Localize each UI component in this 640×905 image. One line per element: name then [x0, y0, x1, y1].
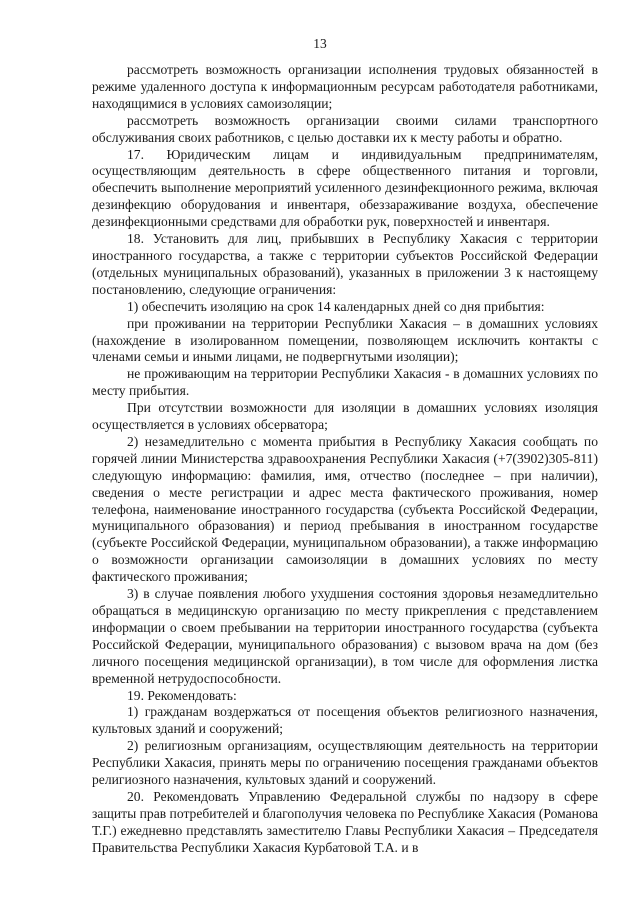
paragraph-item-18-3: 3) в случае появления любого ухудшения состояния здоровья незамедлительно обращаться в медицинскую организацию по месту прикрепления с представлением информации о своем пребывании на территории иностранного государства (субъекта Российской Федерации, муниципального образования) с вызовом врача на дом (без личного посещения медицинской организации), в том числе для оформления листка временной нетрудоспособности.	[92, 586, 598, 686]
paragraph-observatory: При отсутствии возможности для изоляции в домашних условиях изоляция осуществляется в условиях обсерватора;	[92, 400, 598, 433]
document-body	[92, 62, 598, 857]
paragraph-item-20: 20. Рекомендовать Управлению Федеральной службы по надзору в сфере защиты прав потребителей и благополучия человека по Республике Хакасия (Романова Т.Г.) ежедневно представлять заместителю Главы Республики Хакасия – Председателя Правительства Республики Хакасия Курбатовой Т.А. и в	[92, 788, 598, 855]
paragraph-remote-work: рассмотреть возможность организации исполнения трудовых обязанностей в режиме удаленного доступа к информационным ресурсам работодателя работниками, находящимися в условиях самоизоляции;	[92, 62, 598, 111]
paragraph-item-18: 18. Установить для лиц, прибывших в Республику Хакасия с территории иностранного государства, а также с территории субъектов Российской Федерации (отдельных муниципальных образований), указанных в приложении 3 к настоящему постановлению, следующие ограничения:	[92, 231, 598, 297]
paragraph-item-17: 17. Юридическим лицам и индивидуальным предпринимателям, осуществляющим деятельность в сфере общественного питания и торговли, обеспечить выполнение мероприятий усиленного дезинфекционного режима, включая дезинфекцию оборудования и инвентаря, обеззараживание воздуха, обеспечение дезинфекционными средствами для обработки рук, поверхностей и инвентаря.	[92, 146, 598, 230]
page-number: 13	[313, 36, 327, 51]
paragraph-transport: рассмотреть возможность организации своими силами транспортного обслуживания своих работников, с целью доставки их к месту работы и обратно.	[92, 112, 598, 145]
paragraph-non-residents: не проживающим на территории Республики Хакасия - в домашних условиях по месту прибытия.	[92, 366, 598, 399]
paragraph-item-18-1: 1) обеспечить изоляцию на срок 14 календарных дней со дня прибытия:	[127, 298, 545, 314]
paragraph-item-19-2: 2) религиозным организациям, осуществляющим деятельность на территории Республики Хакасия, принять меры по ограничению посещения гражданами объектов религиозного назначения, культовых зданий и сооружений.	[92, 738, 598, 788]
paragraph-item-19: 19. Рекомендовать:	[127, 687, 237, 703]
paragraph-item-18-2: 2) незамедлительно с момента прибытия в Республику Хакасия сообщать по горячей линии Министерства здравоохранения Республики Хакасия (+7(3902)305-811) следующую информацию: фамилия, имя, отчество (последнее – при наличии), сведения о месте регистрации и адрес места фактического проживания, номер телефона, наименование иностранного государства (субъекта Российской Федерации, муниципального образования) и период пребывания в иностранном государстве (субъекте Российской Федерации, муниципальном образовании), а также информацию о возможности организации самоизоляции в домашних условиях по месту фактического проживания;	[92, 433, 598, 585]
paragraph-home-isolation: при проживании на территории Республики Хакасия – в домашних условиях (нахождение в изолированном помещении, позволяющем исключить контакты с членами семьи и иными лицами, не подвергнутыми изоляции);	[92, 315, 598, 365]
paragraph-item-19-1: 1) гражданам воздержаться от посещения объектов религиозного назначения, культовых зданий и сооружений;	[92, 704, 598, 737]
